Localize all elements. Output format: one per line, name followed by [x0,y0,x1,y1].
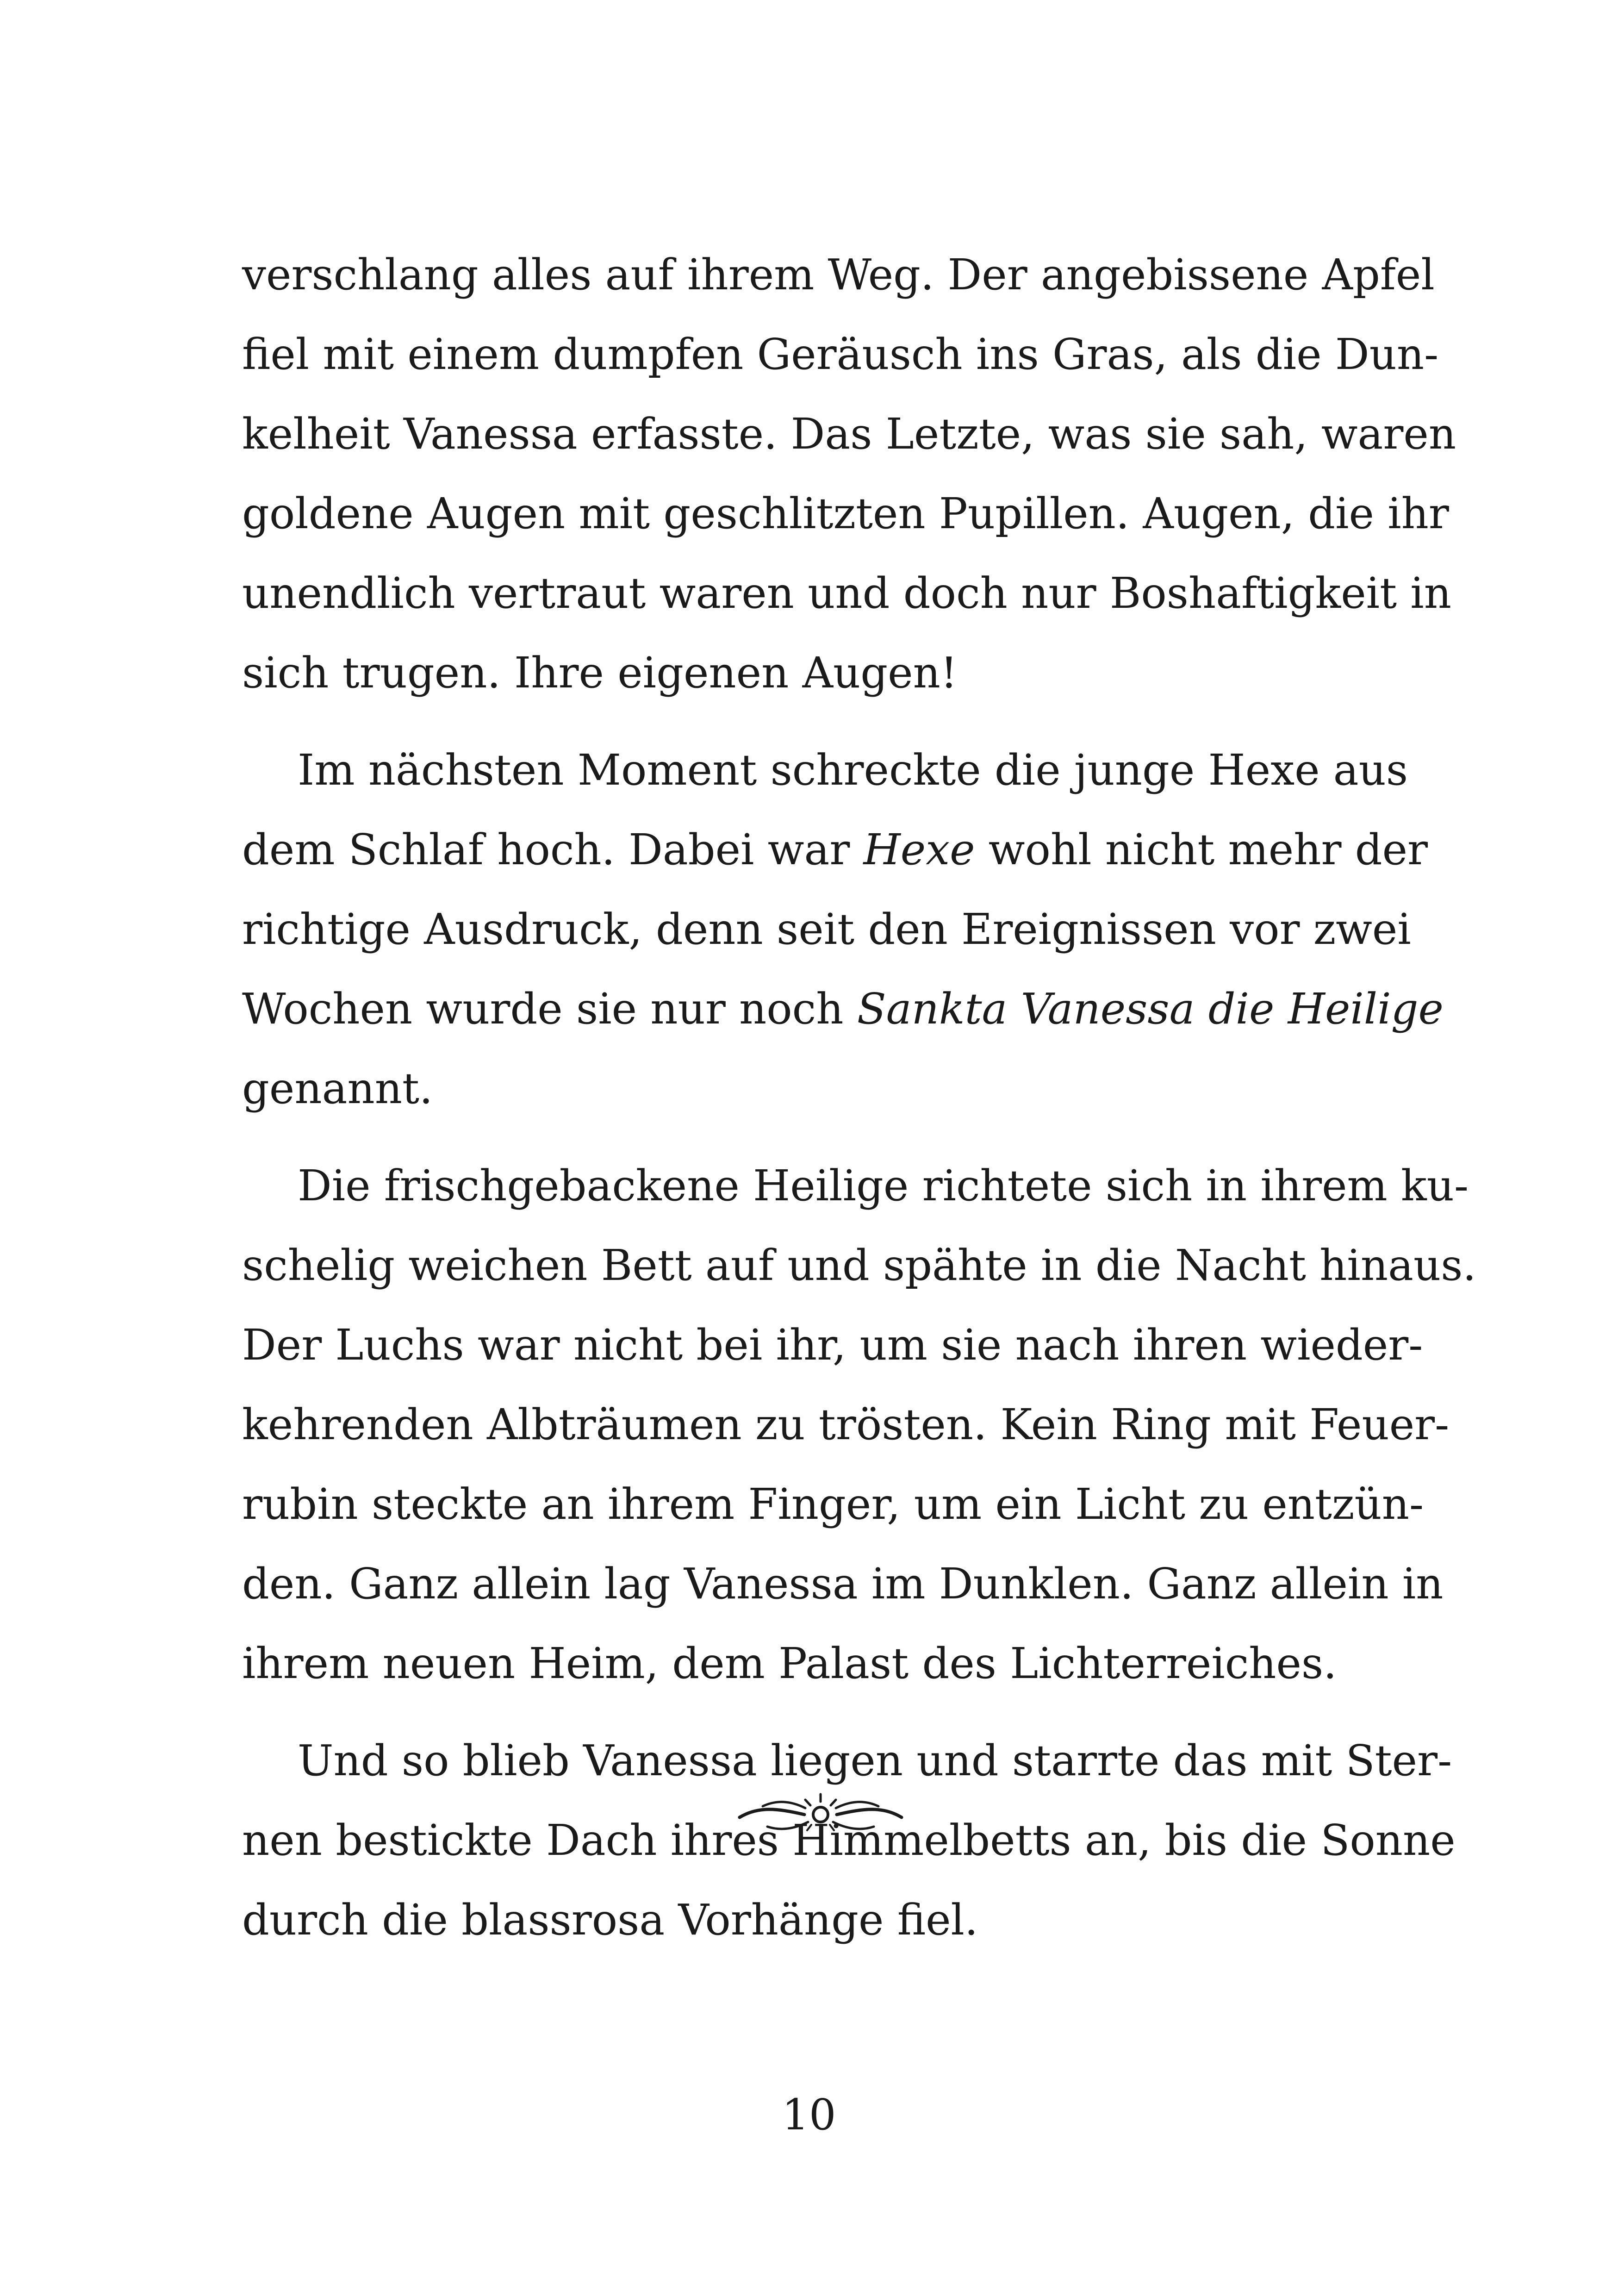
text-line [242,1226,1476,1305]
text-line [242,890,1411,969]
text-line [242,1049,1376,1129]
text-segment: Wochen wurde sie nur noch [242,984,857,1034]
text-line [242,474,1449,554]
paragraph [242,235,1456,713]
text-line [242,1146,1469,1226]
text-segment: den. Ganz allein lag Vanessa im Dunklen. Ganz allein in [242,1559,1444,1609]
paragraph-gap [242,713,1376,730]
paragraph [242,730,1444,1129]
text-line [242,1624,1376,1703]
text-segment: ihrem neuen Heim, dem Palast des Lichterreiches. [242,1639,1337,1688]
text-segment: Im nächsten Moment schreckte die junge Hexe aus [298,745,1408,795]
text-line [242,1880,1376,1960]
sun-wave-ornament-icon [735,1788,906,1839]
text-line [242,633,1376,713]
text-line [242,730,1408,810]
paragraph [242,1721,1456,1960]
body-text [242,235,1476,1960]
text-segment: richtige Ausdruck, denn seit den Ereignissen vor zwei [242,905,1411,954]
text-segment: kelheit Vanessa erfasste. Das Letzte, was sie sah, waren [242,409,1456,459]
italic-text: Hexe [863,825,975,874]
paragraph [242,1146,1476,1703]
text-line [242,1465,1424,1544]
text-line [242,394,1456,474]
text-line [242,969,1444,1049]
text-segment: dem Schlaf hoch. Dabei war [242,825,864,874]
text-segment: goldene Augen mit geschlitzten Pupillen. Augen, die ihr [242,489,1449,538]
text-line [242,554,1451,633]
text-segment: genannt. [242,1064,433,1113]
text-line [242,1544,1444,1624]
text-line [242,1305,1423,1385]
text-segment: unendlich vertraut waren und doch nur Boshaftigkeit in [242,568,1451,618]
text-line [242,1385,1450,1465]
paragraph-gap [242,1129,1376,1146]
text-segment: nen bestickte Dach ihres Himmelbetts an, bis die Sonne [242,1816,1456,1865]
text-segment: Der Luchs war nicht bei ihr, um sie nach ihren wieder- [242,1320,1423,1370]
italic-text: Sankta Vanessa die Heilige [857,984,1444,1034]
text-line [242,810,1428,890]
text-segment: durch die blassrosa Vorhänge fiel. [242,1895,978,1945]
page-number: 10 [782,2090,836,2140]
text-segment: verschlang alles auf ihrem Weg. Der angebissene Apfel [242,250,1435,299]
text-segment: wohl nicht mehr der [975,825,1428,874]
text-segment: sich trugen. Ihre eigenen Augen! [242,648,958,698]
paragraph-gap [242,1703,1376,1721]
text-segment: Und so blieb Vanessa liegen und starrte das mit Ster- [298,1736,1452,1785]
text-segment: schelig weichen Bett auf und spähte in die Nacht hinaus. [242,1241,1476,1290]
text-segment: fiel mit einem dumpfen Geräusch ins Gras, als die Dun- [242,330,1439,379]
text-line [242,235,1435,315]
text-line [242,315,1439,394]
text-segment: rubin steckte an ihrem Finger, um ein Licht zu entzün- [242,1479,1424,1529]
text-segment: Die frischgebackene Heilige richtete sich in ihrem ku- [298,1161,1469,1210]
text-segment: kehrenden Albträumen zu trösten. Kein Ring mit Feuer- [242,1400,1450,1449]
